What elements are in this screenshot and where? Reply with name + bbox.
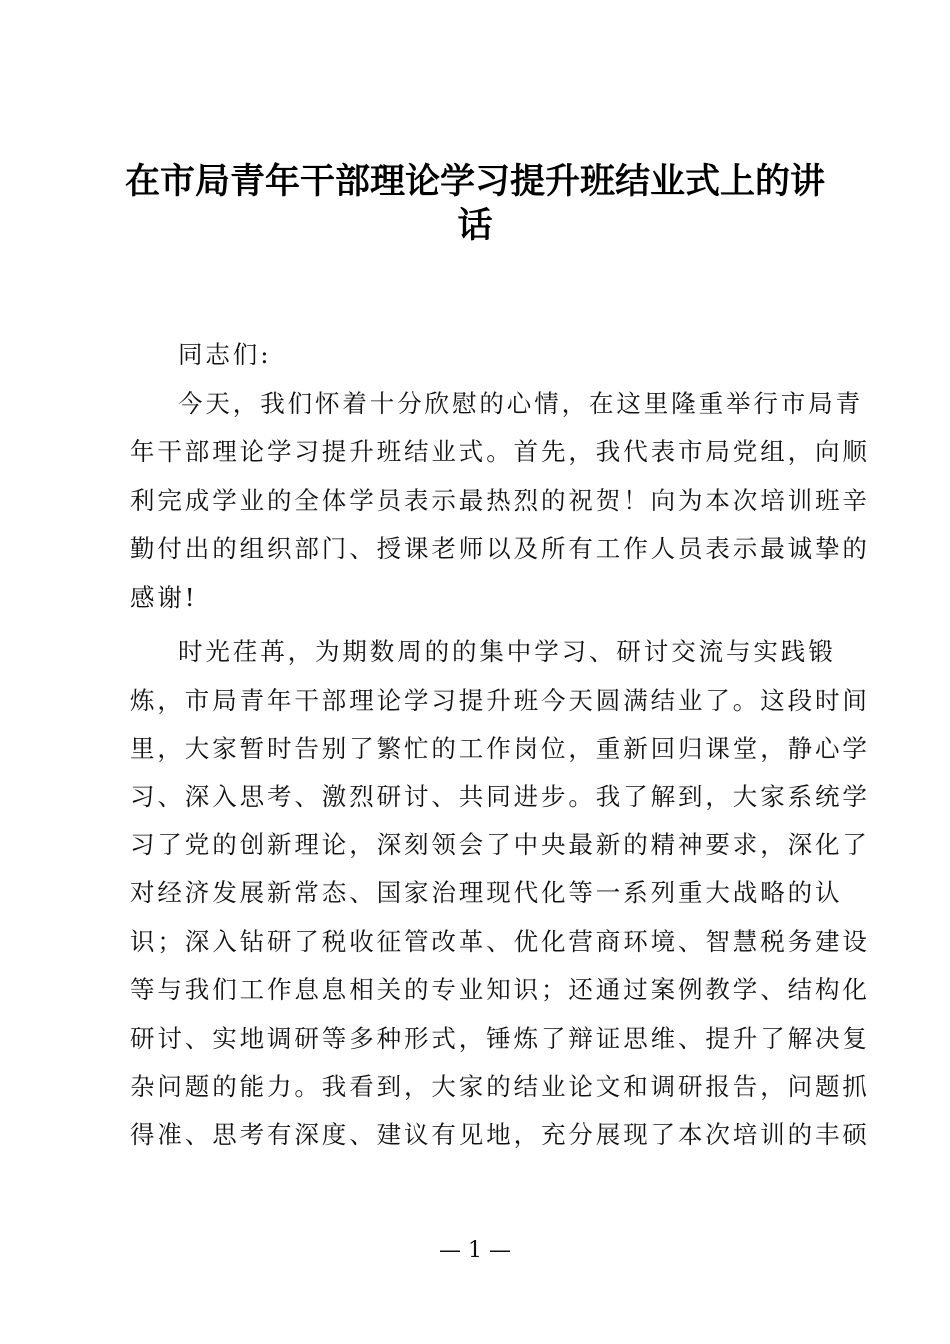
page-number: — 1 — — [439, 1238, 511, 1263]
document-title-line-1: 在市局青年干部理论学习提升班结业式上的讲 — [124, 161, 825, 202]
text-line: 时光荏苒，为期数周的的集中学习、研讨交流与实践锻 — [178, 637, 836, 666]
text-line: 对经济发展新常态、国家治理现代化等一系列重大战略的认 — [130, 878, 843, 907]
salutation: 同志们: — [178, 340, 272, 369]
text-line: 里，大家暂时告别了繁忙的工作岗位，重新回归课堂，静心学 — [130, 734, 870, 763]
text-line: 年干部理论学习提升班结业式。首先，我代表市局党组，向顺 — [130, 437, 870, 466]
text-line: 研讨、实地调研等多种形式，锤炼了辩证思维、提升了解决复 — [130, 1024, 870, 1053]
document-title-line-2: 话 — [457, 205, 493, 246]
text-line: 识；深入钻研了税收征管改革、优化营商环境、智慧税务建设 — [130, 927, 870, 956]
text-line: 习、深入思考、激烈研讨、共同进步。我了解到，大家系统学 — [130, 782, 870, 811]
text-line: 得准、思考有深度、建议有见地，充分展现了本次培训的丰硕 — [130, 1120, 870, 1149]
text-line: 勤付出的组织部门、授课老师以及所有工作人员表示最诚挚的 — [130, 534, 870, 563]
text-line: 感谢! — [130, 583, 198, 612]
text-line: 今天，我们怀着十分欣慰的心情，在这里隆重举行市局青 — [178, 389, 863, 418]
text-line: 等与我们工作息息相关的专业知识；还通过案例教学、结构化 — [130, 975, 870, 1004]
text-line: 炼，市局青年干部理论学习提升班今天圆满结业了。这段时间 — [130, 686, 870, 715]
text-line: 习了党的创新理论，深刻领会了中央最新的精神要求，深化了 — [130, 830, 870, 859]
text-line: 利完成学业的全体学员表示最热烈的祝贺！向为本次培训班辛 — [130, 486, 870, 515]
text-line: 杂问题的能力。我看到，大家的结业论文和调研报告，问题抓 — [130, 1072, 870, 1101]
